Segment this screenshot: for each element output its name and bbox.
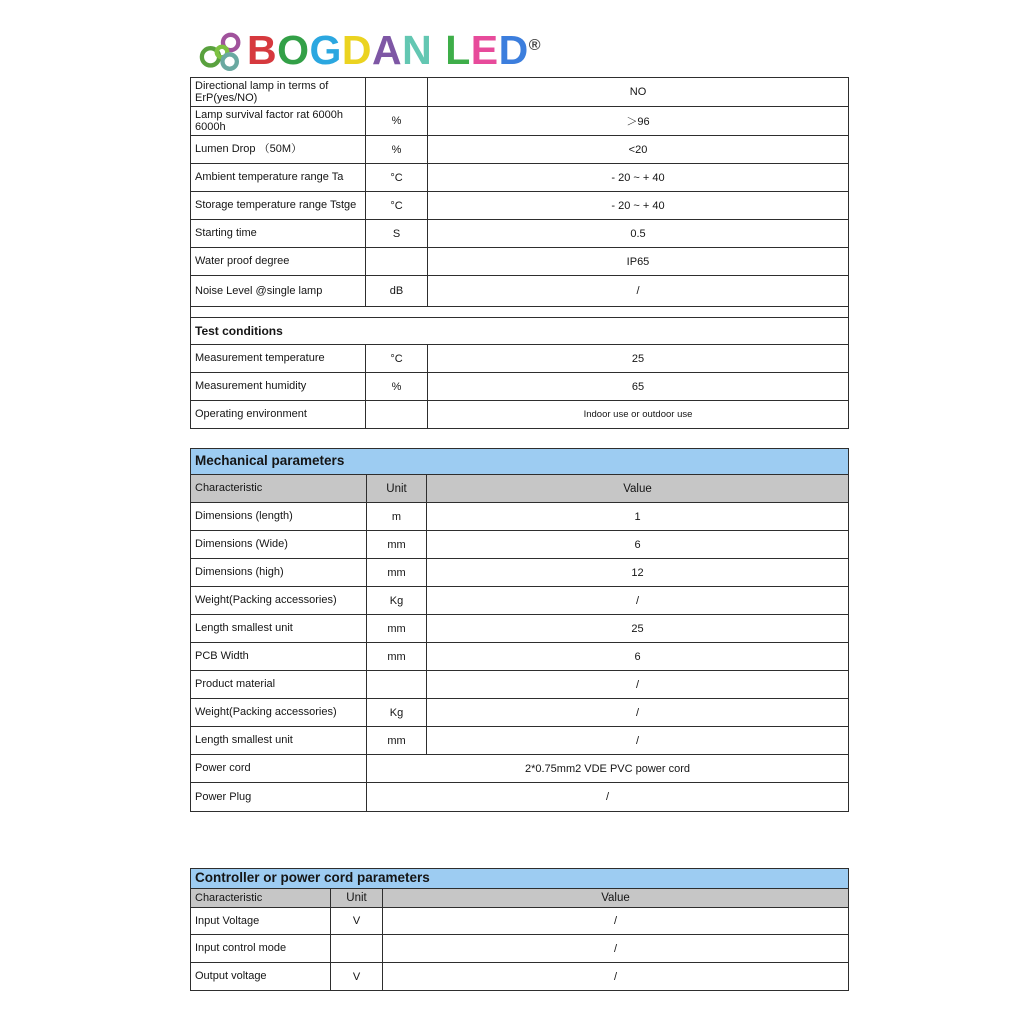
brand-logo bbox=[197, 24, 541, 76]
value-cell: / bbox=[383, 963, 849, 991]
table-row bbox=[191, 345, 849, 373]
characteristic-cell: Dimensions (Wide) bbox=[191, 531, 367, 559]
column-header-row bbox=[191, 475, 849, 503]
value-cell: / bbox=[383, 935, 849, 963]
unit-cell: mm bbox=[367, 643, 427, 671]
characteristic-cell: Noise Level @single lamp bbox=[191, 276, 366, 307]
characteristic-cell: Length smallest unit bbox=[191, 615, 367, 643]
column-header-row bbox=[191, 889, 849, 908]
mechanical-parameters-table bbox=[190, 448, 849, 812]
characteristic-cell: Water proof degree bbox=[191, 248, 366, 276]
characteristic-cell: Product material bbox=[191, 671, 367, 699]
brand-letter: D bbox=[498, 27, 529, 73]
table-row bbox=[191, 699, 849, 727]
unit-cell: °C bbox=[366, 192, 428, 220]
value-cell: Indoor use or outdoor use bbox=[428, 401, 849, 429]
characteristic-cell: Weight(Packing accessories) bbox=[191, 699, 367, 727]
table-row bbox=[191, 963, 849, 991]
column-header-characteristic: Characteristic bbox=[191, 889, 331, 908]
brand-letter: E bbox=[470, 27, 499, 73]
characteristic-cell: Operating environment bbox=[191, 401, 366, 429]
characteristic-cell: Input control mode bbox=[191, 935, 331, 963]
brand-letter: O bbox=[277, 27, 310, 73]
table-row bbox=[191, 78, 849, 107]
unit-cell: % bbox=[366, 136, 428, 164]
table-row bbox=[191, 192, 849, 220]
table-row bbox=[191, 531, 849, 559]
unit-cell: m bbox=[367, 503, 427, 531]
table-row bbox=[191, 318, 849, 345]
unit-cell: mm bbox=[367, 559, 427, 587]
value-cell: 65 bbox=[428, 373, 849, 401]
brand-letter: N bbox=[402, 27, 433, 73]
value-cell: ＞96 bbox=[428, 107, 849, 136]
characteristic-cell: Measurement temperature bbox=[191, 345, 366, 373]
unit-cell bbox=[367, 671, 427, 699]
table-row bbox=[191, 401, 849, 429]
unit-cell: V bbox=[331, 908, 383, 935]
unit-cell bbox=[366, 248, 428, 276]
value-cell: 6 bbox=[427, 643, 849, 671]
unit-cell bbox=[331, 935, 383, 963]
section-title-mechanical-parameters: Mechanical parameters bbox=[191, 449, 849, 475]
unit-cell: mm bbox=[367, 531, 427, 559]
section-title-test-conditions: Test conditions bbox=[191, 318, 849, 345]
table-row bbox=[191, 671, 849, 699]
value-cell: - 20 ~ + 40 bbox=[428, 192, 849, 220]
characteristic-cell: Dimensions (length) bbox=[191, 503, 367, 531]
column-header-unit: Unit bbox=[331, 889, 383, 908]
table-row bbox=[191, 559, 849, 587]
unit-cell: °C bbox=[366, 345, 428, 373]
characteristic-cell: Dimensions (high) bbox=[191, 559, 367, 587]
table-row bbox=[191, 373, 849, 401]
characteristic-cell: Directional lamp in terms of ErP(yes/NO) bbox=[191, 78, 366, 107]
unit-cell: dB bbox=[366, 276, 428, 307]
characteristic-cell: Lamp survival factor rat 6000h 6000h bbox=[191, 107, 366, 136]
table-row bbox=[191, 755, 849, 783]
characteristic-cell: PCB Width bbox=[191, 643, 367, 671]
brand-wordmark bbox=[247, 24, 541, 72]
registered-trademark-symbol: ® bbox=[528, 37, 542, 54]
table-row bbox=[191, 615, 849, 643]
unit-cell: V bbox=[331, 963, 383, 991]
characteristic-cell: Measurement humidity bbox=[191, 373, 366, 401]
brand-letter: G bbox=[309, 27, 342, 73]
spacer-cell bbox=[191, 307, 849, 318]
value-cell: / bbox=[427, 587, 849, 615]
value-cell: 0.5 bbox=[428, 220, 849, 248]
value-cell: / bbox=[427, 727, 849, 755]
unit-cell: % bbox=[366, 107, 428, 136]
table-row bbox=[191, 276, 849, 307]
unit-cell: % bbox=[366, 373, 428, 401]
value-cell: NO bbox=[428, 78, 849, 107]
unit-cell: S bbox=[366, 220, 428, 248]
section-header-row bbox=[191, 869, 849, 889]
characteristic-cell: Length smallest unit bbox=[191, 727, 367, 755]
characteristic-cell: Power Plug bbox=[191, 783, 367, 812]
value-cell: IP65 bbox=[428, 248, 849, 276]
column-header-unit: Unit bbox=[367, 475, 427, 503]
value-cell: / bbox=[427, 699, 849, 727]
table-row bbox=[191, 107, 849, 136]
brand-letter: B bbox=[247, 27, 278, 73]
brand-letter: L bbox=[445, 27, 471, 73]
table-row bbox=[191, 783, 849, 812]
unit-cell bbox=[366, 401, 428, 429]
unit-cell: °C bbox=[366, 164, 428, 192]
brand-letter: A bbox=[372, 27, 403, 73]
table-row bbox=[191, 164, 849, 192]
characteristic-cell: Input Voltage bbox=[191, 908, 331, 935]
table-row bbox=[191, 136, 849, 164]
value-cell: 1 bbox=[427, 503, 849, 531]
table-row bbox=[191, 935, 849, 963]
value-cell: <20 bbox=[428, 136, 849, 164]
characteristic-cell: Weight(Packing accessories) bbox=[191, 587, 367, 615]
spacer-row bbox=[191, 307, 849, 318]
table-row bbox=[191, 503, 849, 531]
controller-parameters-table bbox=[190, 868, 849, 991]
characteristic-cell: Lumen Drop （50M） bbox=[191, 136, 366, 164]
value-cell: / bbox=[428, 276, 849, 307]
unit-cell: mm bbox=[367, 727, 427, 755]
characteristic-cell: Output voltage bbox=[191, 963, 331, 991]
characteristic-cell: Power cord bbox=[191, 755, 367, 783]
unit-cell: mm bbox=[367, 615, 427, 643]
unit-cell: Kg bbox=[367, 699, 427, 727]
value-cell: 6 bbox=[427, 531, 849, 559]
unit-cell bbox=[366, 78, 428, 107]
column-header-value: Value bbox=[383, 889, 849, 908]
value-cell: 2*0.75mm2 VDE PVC power cord bbox=[367, 755, 849, 783]
table-row bbox=[191, 587, 849, 615]
table-row bbox=[191, 248, 849, 276]
spec-table bbox=[190, 77, 849, 429]
column-header-characteristic: Characteristic bbox=[191, 475, 367, 503]
table-row bbox=[191, 908, 849, 935]
value-cell: / bbox=[383, 908, 849, 935]
brand-letter: D bbox=[341, 27, 373, 73]
table-row bbox=[191, 727, 849, 755]
characteristic-cell: Ambient temperature range Ta bbox=[191, 164, 366, 192]
value-cell: 25 bbox=[428, 345, 849, 373]
unit-cell: Kg bbox=[367, 587, 427, 615]
brand-mark-icon bbox=[197, 30, 247, 76]
value-cell: - 20 ~ + 40 bbox=[428, 164, 849, 192]
column-header-value: Value bbox=[427, 475, 849, 503]
characteristic-cell: Storage temperature range Tstge bbox=[191, 192, 366, 220]
value-cell: / bbox=[367, 783, 849, 812]
section-header-row bbox=[191, 449, 849, 475]
value-cell: / bbox=[427, 671, 849, 699]
value-cell: 25 bbox=[427, 615, 849, 643]
value-cell: 12 bbox=[427, 559, 849, 587]
characteristic-cell: Starting time bbox=[191, 220, 366, 248]
table-row bbox=[191, 220, 849, 248]
section-title-controller-parameters: Controller or power cord parameters bbox=[191, 869, 849, 889]
table-row bbox=[191, 643, 849, 671]
